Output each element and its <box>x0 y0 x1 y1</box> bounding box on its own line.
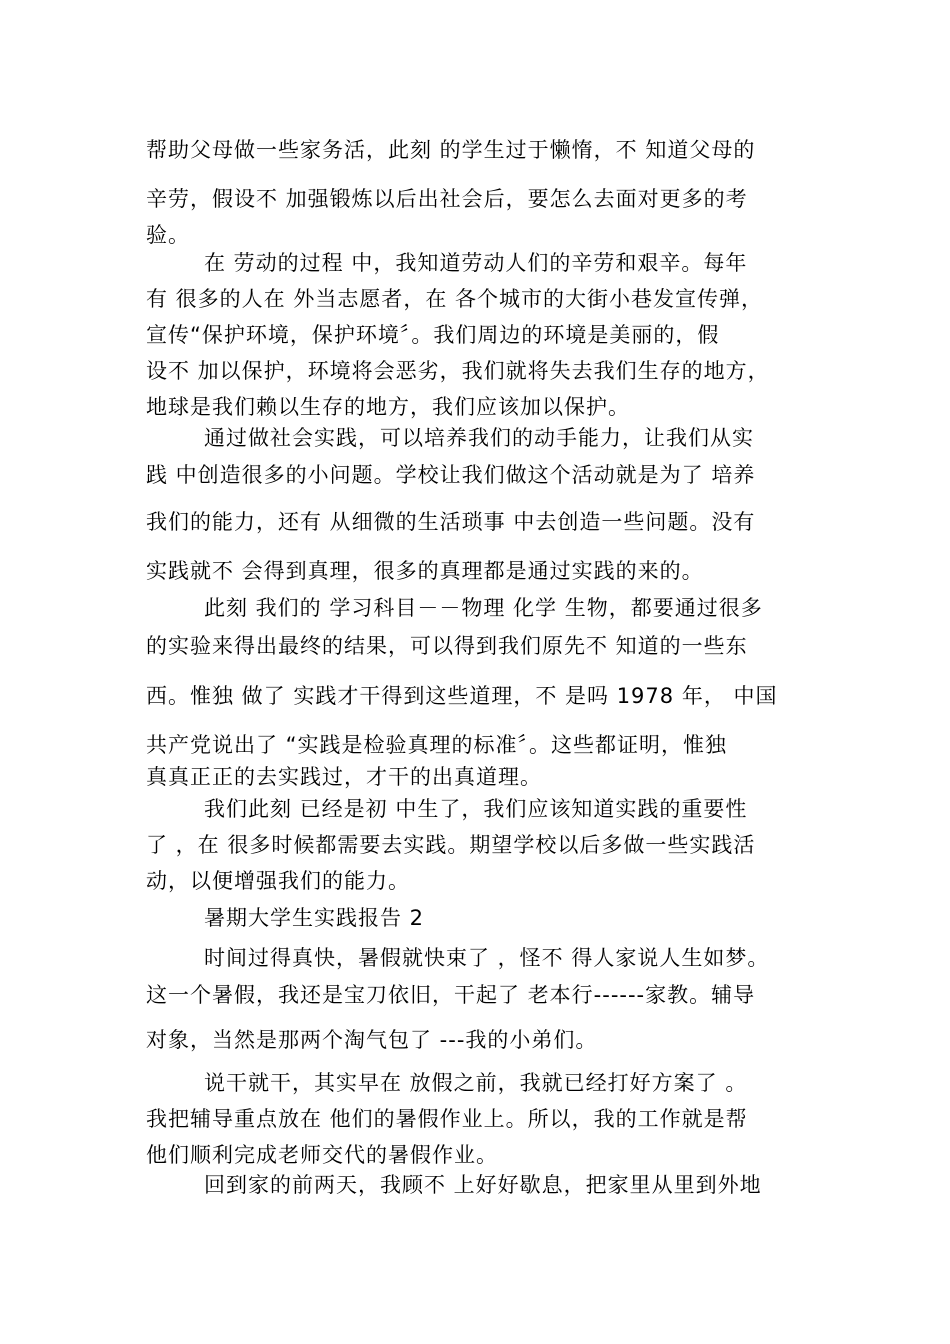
text-line: 这一个暑假，我还是宝刀依旧，干起了 老本行------家教。辅导 <box>146 983 756 1007</box>
text-line: 的实验来得出最终的结果，可以得到我们原先不 知道的一些东 <box>146 634 748 658</box>
text-line: 共产党说出了 “实践是检验真理的标准〞。这些都证明，惟独 <box>146 733 728 757</box>
text-line: 我们此刻 已经是初 中生了，我们应该知道实践的重要性 <box>204 797 748 821</box>
text-line: 他们顺利完成老师交代的暑假作业。 <box>146 1143 498 1167</box>
text-line: 此刻 我们的 学习科目－－物理 化学 生物，都要通过很多 <box>204 596 763 620</box>
text-line: 在 劳动的过程 中，我知道劳动人们的辛劳和艰辛。每年 <box>204 251 748 275</box>
text-line: 说干就干，其实早在 放假之前，我就已经打好方案了 。 <box>204 1071 748 1095</box>
text-line: 帮助父母做一些家务活，此刻 的学生过于懒惰，不 知道父母的 <box>146 138 756 162</box>
text-line: 设不 加以保护，环境将会恶劣，我们就将失去我们生存的地方， <box>146 359 770 383</box>
text-line: 辛劳，假设不 加强锻炼以后出社会后，要怎么去面对更多的考 <box>146 187 748 211</box>
text-line: 回到家的前两天，我顾不 上好好歇息，把家里从里到外地 <box>204 1173 762 1197</box>
text-line: 对象，当然是那两个淘气包了 ---我的小弟们。 <box>146 1028 598 1052</box>
text-line: 地球是我们赖以生存的地方，我们应该加以保护。 <box>146 395 630 419</box>
text-line: 了 ，在 很多时候都需要去实践。期望学校以后多做一些实践活 <box>146 833 756 857</box>
text-line: 真真正正的去实践过，才干的出真道理。 <box>146 765 542 789</box>
text-line: 动，以便增强我们的能力。 <box>146 869 410 893</box>
text-line: 我把辅导重点放在 他们的暑假作业上。所以，我的工作就是帮 <box>146 1107 748 1131</box>
text-line: 通过做社会实践，可以培养我们的动手能力，让我们从实 <box>204 426 754 450</box>
text-line: 验。 <box>146 223 190 247</box>
text-line: 实践就不 会得到真理，很多的真理都是通过实践的来的。 <box>146 559 704 583</box>
text-line: 西。惟独 做了 实践才干得到这些道理，不 是吗 1978 年， 中国 <box>146 684 778 708</box>
section-heading: 暑期大学生实践报告 2 <box>204 906 425 930</box>
text-line: 践 中创造很多的小问题。学校让我们做这个活动就是为了 培养 <box>146 463 756 487</box>
text-line: 有 很多的人在 外当志愿者，在 各个城市的大街小巷发宣传弹， <box>146 287 764 311</box>
text-line: 宣传“保护环境，保护环境〞。我们周边的环境是美丽的，假 <box>146 323 720 347</box>
text-line: 时间过得真快，暑假就快束了 ，怪不 得人家说人生如梦。 <box>204 946 770 970</box>
text-line: 我们的能力，还有 从细微的生活琐事 中去创造一些问题。没有 <box>146 510 756 534</box>
